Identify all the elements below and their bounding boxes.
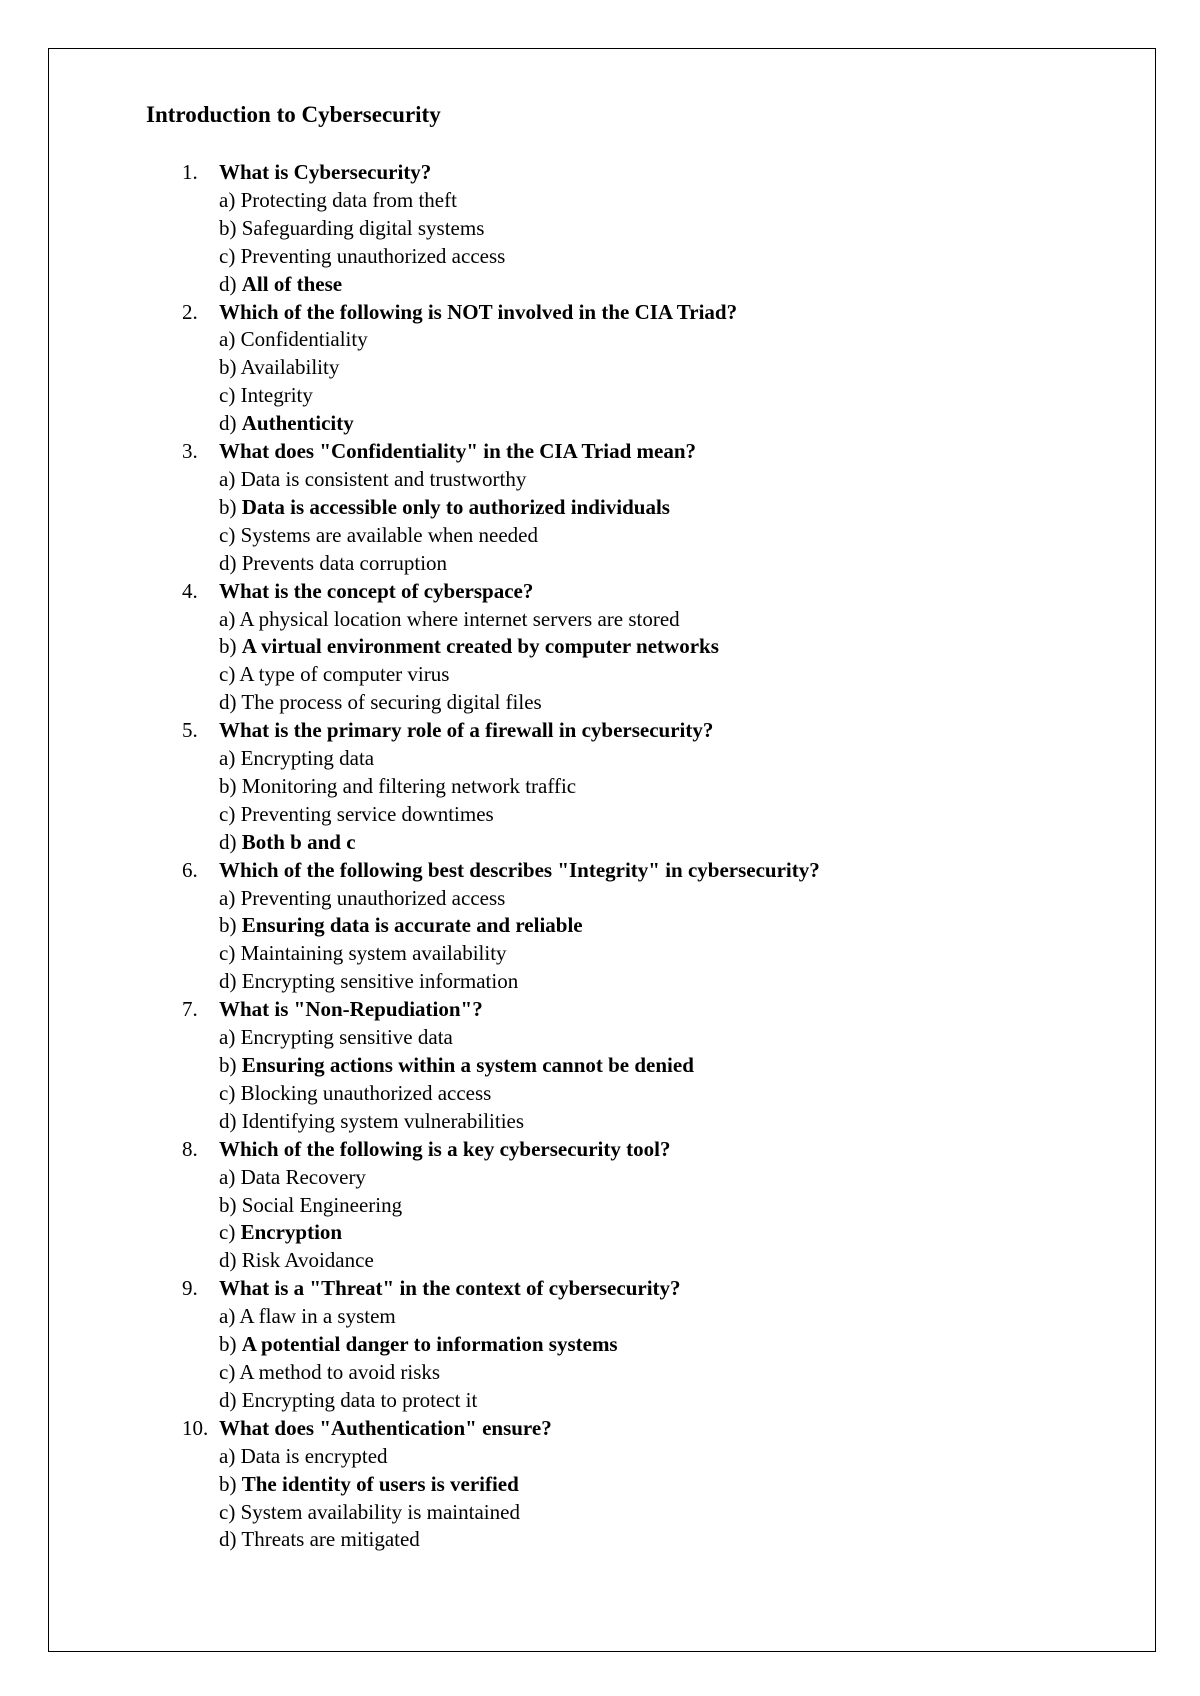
option-text: Encryption [240,1220,343,1245]
answer-option [219,940,1046,968]
question-item [146,1275,1046,1415]
option-text: Preventing unauthorized access [240,243,506,268]
option-text: Blocking unauthorized access [240,1080,492,1105]
answer-option [219,745,1046,773]
option-letter: a) [219,1025,236,1050]
option-text: Monitoring and filtering network traffic [241,773,577,798]
option-letter: a) [219,187,236,212]
option-letter: c) [219,1359,236,1384]
answer-option [219,326,1046,354]
option-letter: c) [219,243,236,268]
option-letter: d) [219,1387,237,1412]
option-letter: c) [219,522,236,547]
option-letter: d) [219,829,237,854]
correct-answer-option [219,912,1046,940]
question-item [146,299,1046,439]
option-text: Encrypting sensitive data [240,1025,453,1050]
question-text: What is a "Threat" in the context of cybersecurity? [219,1276,681,1301]
option-letter: a) [219,885,236,910]
option-letter: b) [219,1471,237,1496]
answer-option [219,1164,1046,1192]
question-item [146,857,1046,997]
question-list [146,159,1046,1554]
question-text: Which of the following is a key cybersecurity tool? [219,1136,671,1161]
option-letter: b) [219,215,237,240]
option-text: A potential danger to information systems [241,1332,618,1357]
question-item [146,578,1046,718]
option-text: A type of computer virus [239,662,450,687]
answer-option [219,1499,1046,1527]
option-text: Preventing service downtimes [240,801,494,826]
option-text: The identity of users is verified [241,1471,519,1496]
answer-option [219,550,1046,578]
question-number: 1. [182,160,198,184]
correct-answer-option [219,1052,1046,1080]
option-letter: d) [219,271,237,296]
option-text: Threats are mitigated [241,1527,420,1552]
option-letter: a) [219,1443,236,1468]
question-number: 4. [182,578,198,603]
question-number: 9. [182,1276,198,1301]
answer-option [219,689,1046,717]
option-letter: c) [219,662,236,687]
option-text: Data is encrypted [240,1443,388,1468]
option-text: Protecting data from theft [240,187,457,212]
option-text: Preventing unauthorized access [240,885,506,910]
question-number: 5. [182,718,198,743]
answer-option [219,354,1046,382]
answer-option [219,522,1046,550]
question-text: Which of the following best describes "Integrity" in cybersecurity? [219,857,820,882]
option-letter: d) [219,690,237,715]
option-letter: b) [219,773,237,798]
answer-option [219,1303,1046,1331]
option-letter: b) [219,355,237,380]
question-item [146,996,1046,1136]
option-text: Data Recovery [240,1164,366,1189]
option-text: Encrypting data to protect it [241,1387,478,1412]
question-item [146,1136,1046,1276]
option-letter: c) [219,1220,236,1245]
question-text: Which of the following is NOT involved in the CIA Triad? [219,299,738,324]
correct-answer-option [219,410,1046,438]
correct-answer-option [219,1471,1046,1499]
question-text: What is the primary role of a firewall in cybersecurity? [219,718,714,743]
question-text: What is Cybersecurity? [219,160,432,184]
option-text: A physical location where internet servers are stored [239,606,680,631]
option-letter: c) [219,1080,236,1105]
option-text: Encrypting sensitive information [241,969,519,994]
option-text: Data is consistent and trustworthy [240,466,527,491]
answer-option [219,1247,1046,1275]
answer-option [219,801,1046,829]
option-text: A flaw in a system [239,1304,396,1329]
option-letter: c) [219,383,236,408]
answer-option [219,1443,1046,1471]
correct-answer-option [219,1219,1046,1247]
option-letter: b) [219,913,237,938]
option-text: Ensuring actions within a system cannot be denied [241,1053,694,1077]
option-text: Integrity [240,383,313,408]
option-text: System availability is maintained [240,1499,520,1524]
option-text: Both b and c [241,829,356,854]
answer-option [219,382,1046,410]
answer-option [219,1387,1046,1415]
answer-option [219,606,1046,634]
option-letter: a) [219,466,236,491]
option-letter: c) [219,941,236,966]
question-number: 3. [182,439,198,464]
option-text: Authenticity [241,411,354,436]
answer-option [219,187,1046,215]
option-text: Social Engineering [241,1192,403,1217]
option-text: A virtual environment created by computer networks [241,634,719,659]
option-text: Availability [240,355,340,380]
answer-option [219,1192,1046,1220]
answer-option [219,968,1046,996]
option-text: Confidentiality [240,327,368,352]
option-letter: b) [219,634,237,659]
question-number: 2. [182,299,198,324]
answer-option [219,1108,1046,1136]
question-text: What is "Non-Repudiation"? [219,997,483,1022]
option-letter: b) [219,1053,237,1077]
option-text: A method to avoid risks [239,1359,441,1384]
option-letter: b) [219,1192,237,1217]
option-letter: a) [219,1304,236,1329]
question-text: What does "Confidentiality" in the CIA Triad mean? [219,439,697,464]
option-letter: b) [219,1332,237,1357]
answer-option [219,466,1046,494]
option-text: Systems are available when needed [240,522,538,547]
correct-answer-option [219,829,1046,857]
option-text: Safeguarding digital systems [241,215,485,240]
option-text: Ensuring data is accurate and reliable [241,913,583,938]
option-letter: c) [219,801,236,826]
option-letter: d) [219,1527,237,1552]
question-number: 8. [182,1136,198,1161]
option-letter: b) [219,494,237,519]
correct-answer-option [219,633,1046,661]
answer-option [219,1359,1046,1387]
option-letter: a) [219,327,236,352]
option-letter: d) [219,550,237,575]
option-letter: a) [219,746,236,771]
option-letter: c) [219,1499,236,1524]
correct-answer-option [219,1331,1046,1359]
option-letter: d) [219,969,237,994]
answer-option [219,773,1046,801]
question-item [146,1415,1046,1555]
answer-option [219,1526,1046,1554]
question-item [146,717,1046,857]
option-letter: d) [219,1108,237,1133]
option-letter: a) [219,606,236,631]
option-letter: a) [219,1164,236,1189]
question-item [146,438,1046,578]
question-number: 7. [182,997,198,1022]
question-number: 6. [182,857,198,882]
option-text: Prevents data corruption [241,550,448,575]
option-text: The process of securing digital files [241,690,542,715]
option-text: Encrypting data [240,746,375,771]
option-text: Data is accessible only to authorized individuals [241,494,670,519]
question-number: 10. [182,1415,209,1440]
question-item [146,159,1046,299]
answer-option [219,1024,1046,1052]
answer-option [219,1080,1046,1108]
correct-answer-option [219,271,1046,299]
question-text: What is the concept of cyberspace? [219,578,534,603]
option-text: Maintaining system availability [240,941,507,966]
answer-option [219,661,1046,689]
answer-option [219,885,1046,913]
option-text: All of these [241,271,343,296]
question-text: What does "Authentication" ensure? [219,1415,552,1440]
document-title: Introduction to Cybersecurity [146,102,441,127]
option-letter: d) [219,411,237,436]
option-text: Risk Avoidance [241,1248,374,1273]
option-letter: d) [219,1248,237,1273]
correct-answer-option [219,494,1046,522]
option-text: Identifying system vulnerabilities [241,1108,525,1133]
answer-option [219,243,1046,271]
answer-option [219,215,1046,243]
